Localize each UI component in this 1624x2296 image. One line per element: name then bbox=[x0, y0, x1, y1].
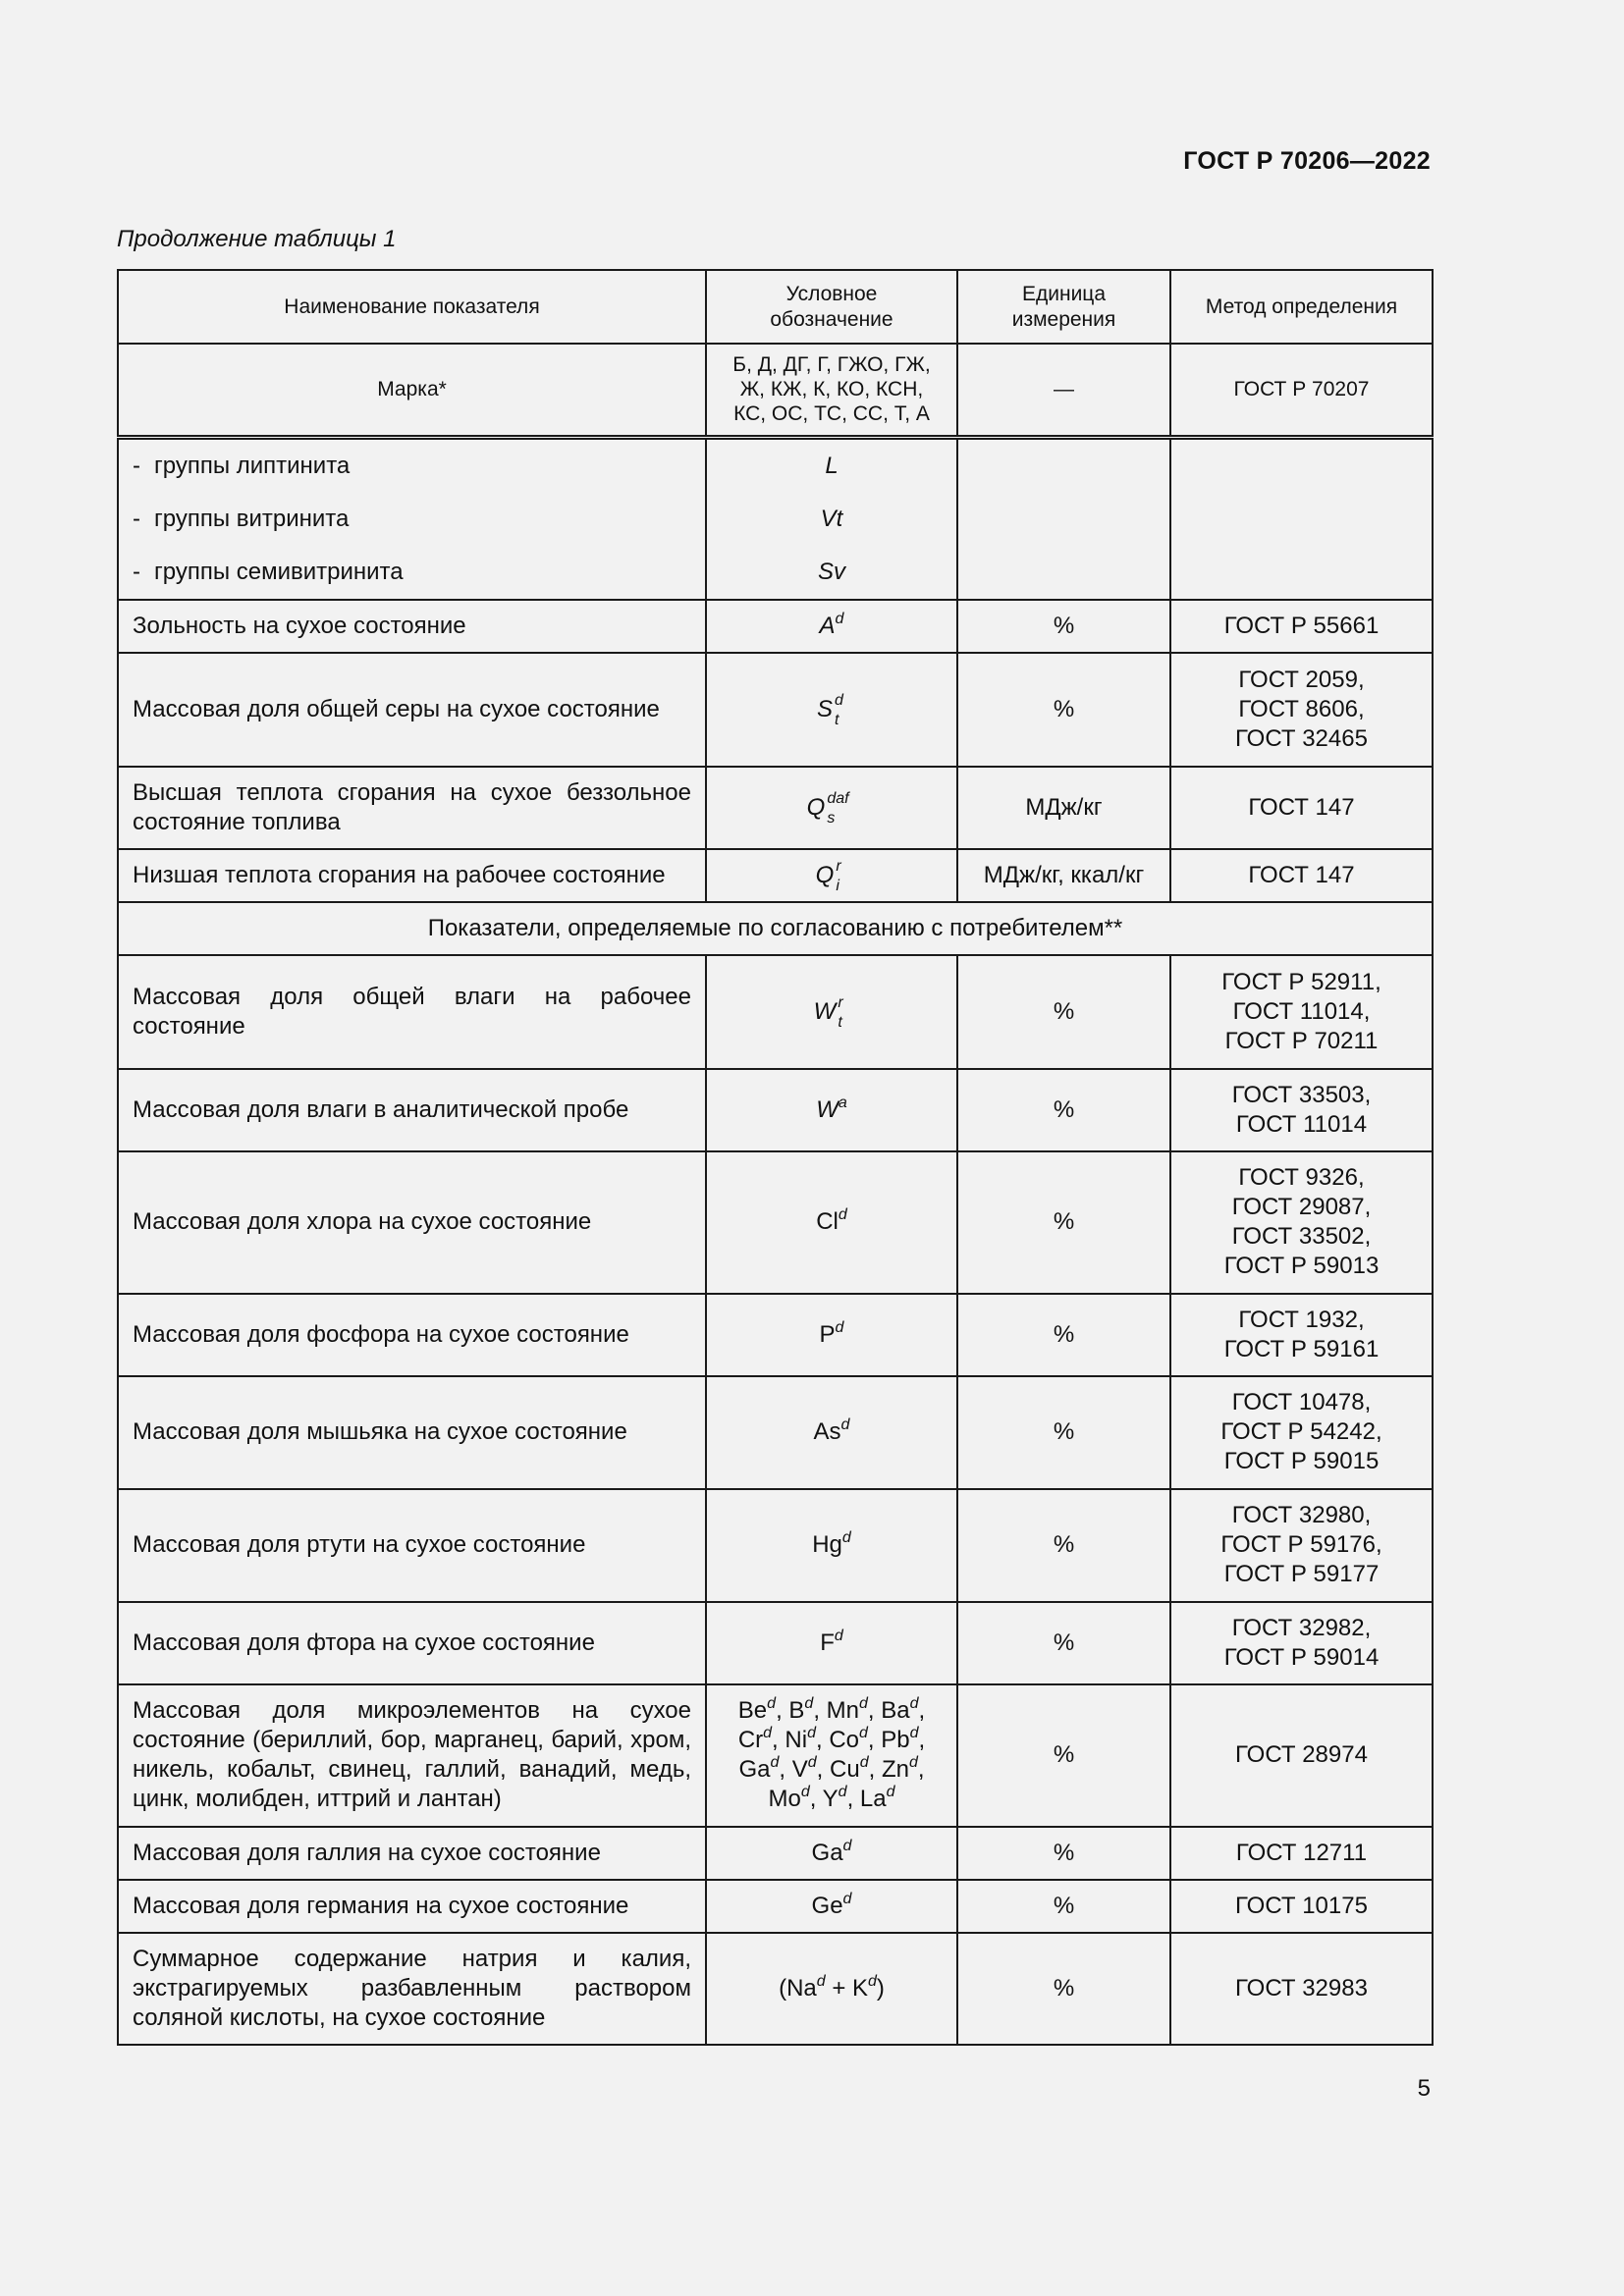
row-name: Массовая доля германия на сухое состояние bbox=[118, 1880, 706, 1933]
indicators-table bbox=[117, 269, 1434, 2046]
row-method: ГОСТ 28974 bbox=[1170, 1684, 1433, 1827]
table-row-ash bbox=[118, 600, 1433, 653]
row-unit: % bbox=[957, 1827, 1170, 1880]
row-method: ГОСТ Р 70207 bbox=[1170, 344, 1433, 437]
table-row-mercury bbox=[118, 1489, 1433, 1602]
row-name: Низшая теплота сгорания на рабочее состояние bbox=[118, 849, 706, 902]
row-symbol: $W^a$ bbox=[706, 1069, 957, 1151]
row-name: Массовая доля микроэлементов на сухое состояние (бериллий, бор, марганец, барий, хром, никель, кобальт, свинец, галлий, ванадий, медь, цинк, молибден, иттрий и лантан) bbox=[118, 1684, 706, 1827]
column-header-method: Метод определения bbox=[1170, 270, 1433, 344]
table-row-sodium-potassium bbox=[118, 1933, 1433, 2045]
row-method: ГОСТ 2059, ГОСТ 8606, ГОСТ 32465 bbox=[1170, 653, 1433, 767]
row-name: Массовая доля хлора на сухое состояние bbox=[118, 1151, 706, 1294]
group-symbol: L bbox=[825, 452, 839, 479]
row-method: ГОСТ 147 bbox=[1170, 849, 1433, 902]
group-symbol: Vt bbox=[820, 505, 843, 532]
row-method: ГОСТ 12711 bbox=[1170, 1827, 1433, 1880]
column-header-name: Наименование показателя bbox=[118, 270, 706, 344]
row-name: Массовая доля общей влаги на рабочее состояние bbox=[118, 955, 706, 1069]
elements-line: Be$^d$, $B^d$, Mn$^d$, Ba$^d$, bbox=[737, 1695, 926, 1724]
table-row-gallium bbox=[118, 1827, 1433, 1880]
row-symbol: Cl$^d$ bbox=[706, 1151, 957, 1294]
row-symbol: W r t bbox=[706, 955, 957, 1069]
row-name: Массовая доля ртути на сухое состояние bbox=[118, 1489, 706, 1602]
table-header-row bbox=[118, 270, 1433, 344]
row-unit: — bbox=[957, 344, 1170, 437]
group-name: группы витринита bbox=[154, 505, 350, 532]
row-symbol: $A^d$ bbox=[706, 600, 957, 653]
elements-line: Mo$^d$, $Y^d$, La$^d$ bbox=[768, 1784, 895, 1812]
row-name: Массовая доля влаги в аналитической пробе bbox=[118, 1069, 706, 1151]
standard-code: ГОСТ Р 70206—2022 bbox=[1183, 147, 1431, 175]
row-method: ГОСТ 9326, ГОСТ 29087, ГОСТ 33502, ГОСТ Р 59013 bbox=[1170, 1151, 1433, 1294]
table-row-phosphorus bbox=[118, 1294, 1433, 1376]
table-caption: Продолжение таблицы 1 bbox=[117, 226, 397, 252]
row-symbol: Б, Д, ДГ, Г, ГЖО, ГЖ, Ж, КЖ, К, КО, КСН, КС, ОС, ТС, СС, Т, А bbox=[706, 344, 957, 437]
table-row-sulfur bbox=[118, 653, 1433, 767]
row-method: ГОСТ 32982, ГОСТ Р 59014 bbox=[1170, 1602, 1433, 1684]
table-section-row bbox=[118, 902, 1433, 955]
group-symbol: Sv bbox=[817, 558, 845, 585]
row-method: ГОСТ 147 bbox=[1170, 767, 1433, 849]
row-unit: % bbox=[957, 600, 1170, 653]
table-row-microelements bbox=[118, 1684, 1433, 1827]
page-number: 5 bbox=[1417, 2075, 1431, 2102]
table-row-moisture-total bbox=[118, 955, 1433, 1069]
group-name: группы семивитринита bbox=[154, 558, 404, 585]
table-row-arsenic bbox=[118, 1376, 1433, 1489]
groups-names-cell bbox=[118, 437, 706, 600]
row-symbol: Hg$^d$ bbox=[706, 1489, 957, 1602]
row-method: ГОСТ 33503, ГОСТ 11014 bbox=[1170, 1069, 1433, 1151]
groups-method-cell bbox=[1170, 437, 1433, 600]
column-header-unit: Единица измерения bbox=[957, 270, 1170, 344]
row-method: ГОСТ 10478, ГОСТ Р 54242, ГОСТ Р 59015 bbox=[1170, 1376, 1433, 1489]
row-unit: % bbox=[957, 1602, 1170, 1684]
elements-line: Ga$^d$, $V^d$, Cu$^d$, Zn$^d$, bbox=[738, 1754, 925, 1783]
row-symbol: Q r i bbox=[706, 849, 957, 902]
row-symbol: $P^d$ bbox=[706, 1294, 957, 1376]
row-unit: % bbox=[957, 1684, 1170, 1827]
group-dash: - bbox=[133, 452, 140, 479]
row-unit: % bbox=[957, 1880, 1170, 1933]
row-unit: % bbox=[957, 955, 1170, 1069]
row-unit: % bbox=[957, 1069, 1170, 1151]
section-heading: Показатели, определяемые по согласованию с потребителем** bbox=[118, 902, 1433, 955]
row-unit: МДж/кг bbox=[957, 767, 1170, 849]
row-symbol bbox=[706, 1684, 957, 1827]
row-unit: % bbox=[957, 1151, 1170, 1294]
row-method: ГОСТ Р 55661 bbox=[1170, 600, 1433, 653]
row-name: Массовая доля общей серы на сухое состояние bbox=[118, 653, 706, 767]
row-name: Высшая теплота сгорания на сухое беззольное состояние топлива bbox=[118, 767, 706, 849]
row-name: Массовая доля мышьяка на сухое состояние bbox=[118, 1376, 706, 1489]
row-name: Зольность на сухое состояние bbox=[118, 600, 706, 653]
table-row-moisture-analytic bbox=[118, 1069, 1433, 1151]
table-row-fluorine bbox=[118, 1602, 1433, 1684]
row-symbol: As$^d$ bbox=[706, 1376, 957, 1489]
row-unit: % bbox=[957, 653, 1170, 767]
row-symbol: S d t bbox=[706, 653, 957, 767]
row-name: Массовая доля фосфора на сухое состояние bbox=[118, 1294, 706, 1376]
row-name: Массовая доля галлия на сухое состояние bbox=[118, 1827, 706, 1880]
row-method: ГОСТ Р 52911, ГОСТ 11014, ГОСТ Р 70211 bbox=[1170, 955, 1433, 1069]
row-method: ГОСТ 32983 bbox=[1170, 1933, 1433, 2045]
row-method: ГОСТ 10175 bbox=[1170, 1880, 1433, 1933]
row-symbol: Q daf s bbox=[706, 767, 957, 849]
group-dash: - bbox=[133, 505, 140, 532]
table-row-groups bbox=[118, 437, 1433, 600]
elements-line: Cr$^d$, Ni$^d$, Co$^d$, Pb$^d$, bbox=[737, 1725, 926, 1753]
row-symbol: $F^d$ bbox=[706, 1602, 957, 1684]
table-row-marka bbox=[118, 344, 1433, 437]
row-unit: % bbox=[957, 1376, 1170, 1489]
table-row-heat-low bbox=[118, 849, 1433, 902]
row-unit: % bbox=[957, 1933, 1170, 2045]
row-unit: % bbox=[957, 1489, 1170, 1602]
row-method: ГОСТ 1932, ГОСТ Р 59161 bbox=[1170, 1294, 1433, 1376]
row-name: Марка* bbox=[118, 344, 706, 437]
row-unit: % bbox=[957, 1294, 1170, 1376]
row-symbol: Ga$^d$ bbox=[706, 1827, 957, 1880]
row-symbol: $(Na^d + K^d)$ bbox=[706, 1933, 957, 2045]
row-name: Массовая доля фтора на сухое состояние bbox=[118, 1602, 706, 1684]
column-header-symbol: Условное обозначение bbox=[706, 270, 957, 344]
table-row-chlorine bbox=[118, 1151, 1433, 1294]
table-row-heat-high bbox=[118, 767, 1433, 849]
row-name: Суммарное содержание натрия и калия, экстрагируемых разбавленным раствором соляной кислоты, на сухое состояние bbox=[118, 1933, 706, 2045]
group-item bbox=[133, 546, 691, 599]
group-dash: - bbox=[133, 558, 140, 585]
table-row-germanium bbox=[118, 1880, 1433, 1933]
row-unit: МДж/кг, ккал/кг bbox=[957, 849, 1170, 902]
row-symbol: Ge$^d$ bbox=[706, 1880, 957, 1933]
row-method: ГОСТ 32980, ГОСТ Р 59176, ГОСТ Р 59177 bbox=[1170, 1489, 1433, 1602]
group-item bbox=[133, 493, 691, 546]
groups-unit-cell bbox=[957, 437, 1170, 600]
group-item bbox=[133, 440, 691, 493]
group-name: группы липтинита bbox=[154, 452, 351, 479]
groups-symbols-cell bbox=[706, 437, 957, 600]
